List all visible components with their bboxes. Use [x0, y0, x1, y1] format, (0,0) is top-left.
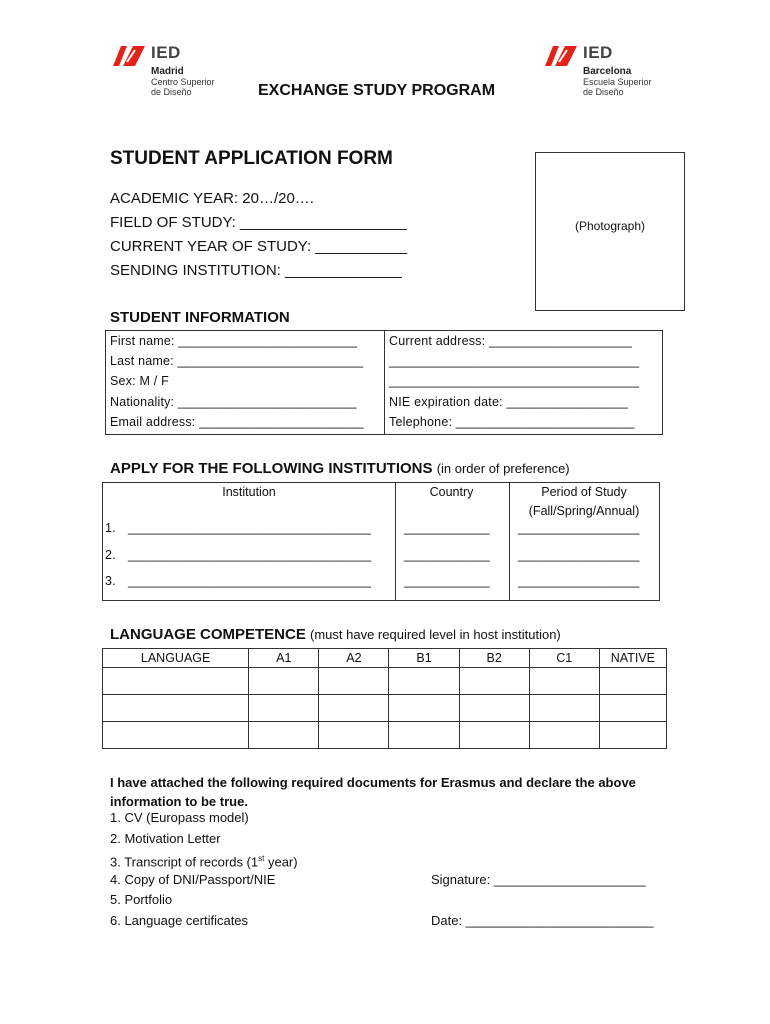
- level-cell[interactable]: [319, 722, 389, 749]
- nationality-field[interactable]: Nationality: _________________________: [110, 395, 357, 409]
- current-year-field[interactable]: CURRENT YEAR OF STUDY: ___________: [110, 238, 408, 255]
- logo-sub-line: Escuela Superior: [583, 77, 652, 87]
- student-info-divider: [384, 331, 385, 434]
- email-field[interactable]: Email address: _______________________: [110, 415, 364, 429]
- photograph-box[interactable]: [535, 152, 685, 311]
- logo-brand: IED: [151, 43, 181, 62]
- language-cell[interactable]: [103, 722, 249, 749]
- header-period-sub: (Fall/Spring/Annual): [528, 504, 640, 518]
- period-input[interactable]: _________________: [518, 548, 640, 562]
- level-cell[interactable]: [599, 722, 666, 749]
- address-line-field[interactable]: ___________________________________: [389, 354, 640, 368]
- declaration-line-2: information to be true.: [110, 794, 248, 809]
- current-address-field[interactable]: Current address: ____________________: [389, 334, 633, 348]
- header-b1: B1: [389, 649, 459, 668]
- document-item-end: year): [264, 854, 298, 870]
- logo-city: Madrid: [151, 66, 184, 77]
- header-native: NATIVE: [599, 649, 666, 668]
- form-title: STUDENT APPLICATION FORM: [110, 148, 393, 169]
- header-b2: B2: [459, 649, 529, 668]
- language-title-text: LANGUAGE COMPETENCE: [110, 626, 306, 643]
- first-name-field[interactable]: First name: _________________________: [110, 334, 358, 348]
- country-input[interactable]: ____________: [404, 521, 490, 535]
- level-cell[interactable]: [249, 668, 319, 695]
- level-cell[interactable]: [459, 722, 529, 749]
- header-language: LANGUAGE: [103, 649, 249, 668]
- header-country: Country: [429, 485, 474, 499]
- language-title: [110, 626, 561, 643]
- institutions-title: [110, 460, 570, 477]
- country-input[interactable]: ____________: [404, 574, 490, 588]
- declaration-line-1: I have attached the following required documents for Erasmus and declare the above: [110, 775, 636, 790]
- institutions-title-text: APPLY FOR THE FOLLOWING INSTITUTIONS: [110, 460, 433, 477]
- document-item: 2. Motivation Letter: [110, 831, 221, 846]
- sending-institution-field[interactable]: SENDING INSTITUTION: ______________: [110, 262, 402, 279]
- logo-sub-line: de Diseño: [151, 87, 192, 97]
- level-cell[interactable]: [389, 695, 459, 722]
- document-item: 1. CV (Europass model): [110, 810, 249, 825]
- date-field[interactable]: Date: __________________________: [431, 913, 654, 928]
- address-line-field[interactable]: ___________________________________: [389, 374, 640, 388]
- logo-sub-line: de Diseño: [583, 87, 624, 97]
- institution-row-num: 2.: [105, 548, 116, 562]
- header-a2: A2: [319, 649, 389, 668]
- ied-mark-icon: [543, 44, 579, 68]
- logo-brand: IED: [583, 43, 613, 62]
- program-title: EXCHANGE STUDY PROGRAM: [258, 82, 496, 99]
- nie-expiration-field[interactable]: NIE expiration date: _________________: [389, 395, 629, 409]
- ied-madrid-logo: [111, 44, 215, 97]
- sex-field[interactable]: Sex: M / F: [110, 374, 169, 388]
- level-cell[interactable]: [529, 722, 599, 749]
- ied-mark-icon: [111, 44, 147, 68]
- level-cell[interactable]: [529, 668, 599, 695]
- level-cell[interactable]: [459, 695, 529, 722]
- language-row[interactable]: [103, 668, 667, 695]
- period-input[interactable]: _________________: [518, 521, 640, 535]
- logo-city: Barcelona: [583, 66, 632, 77]
- language-table: [102, 648, 667, 749]
- header-period: Period of Study: [541, 485, 627, 499]
- level-cell[interactable]: [249, 695, 319, 722]
- last-name-field[interactable]: Last name: __________________________: [110, 354, 364, 368]
- language-row[interactable]: [103, 695, 667, 722]
- language-cell[interactable]: [103, 668, 249, 695]
- level-cell[interactable]: [389, 668, 459, 695]
- superscript: st: [258, 854, 265, 863]
- level-cell[interactable]: [529, 695, 599, 722]
- level-cell[interactable]: [319, 668, 389, 695]
- language-row[interactable]: [103, 722, 667, 749]
- level-cell[interactable]: [249, 722, 319, 749]
- document-item-text: 3. Transcript of records (1: [110, 854, 259, 870]
- ied-barcelona-logo: [543, 44, 652, 97]
- level-cell[interactable]: [599, 695, 666, 722]
- institution-input[interactable]: __________________________________: [128, 574, 372, 588]
- period-input[interactable]: _________________: [518, 574, 640, 588]
- document-item: 4. Copy of DNI/Passport/NIE: [110, 872, 276, 887]
- field-of-study-field[interactable]: FIELD OF STUDY: ____________________: [110, 214, 407, 231]
- signature-field[interactable]: Signature: _____________________: [431, 872, 646, 887]
- language-cell[interactable]: [103, 695, 249, 722]
- level-cell[interactable]: [319, 695, 389, 722]
- student-info-title: STUDENT INFORMATION: [110, 309, 290, 326]
- institution-input[interactable]: __________________________________: [128, 548, 372, 562]
- document-item: 6. Language certificates: [110, 913, 249, 928]
- institution-input[interactable]: __________________________________: [128, 521, 372, 535]
- institution-row-num: 3.: [105, 574, 116, 588]
- level-cell[interactable]: [459, 668, 529, 695]
- language-note: (must have required level in host institution): [310, 627, 561, 642]
- institution-row-num: 1.: [105, 521, 116, 535]
- level-cell[interactable]: [389, 722, 459, 749]
- document-item: 5. Portfolio: [110, 892, 173, 907]
- header-a1: A1: [249, 649, 319, 668]
- country-input[interactable]: ____________: [404, 548, 490, 562]
- header-institution: Institution: [222, 485, 276, 499]
- language-header-row: [103, 649, 667, 668]
- institutions-note: (in order of preference): [436, 461, 570, 476]
- academic-year-field[interactable]: ACADEMIC YEAR: 20…/20….: [110, 190, 314, 207]
- logo-sub-line: Centro Superior: [151, 77, 215, 87]
- photograph-label: (Photograph): [574, 219, 646, 233]
- level-cell[interactable]: [599, 668, 666, 695]
- header-c1: C1: [529, 649, 599, 668]
- telephone-field[interactable]: Telephone: _________________________: [389, 415, 635, 429]
